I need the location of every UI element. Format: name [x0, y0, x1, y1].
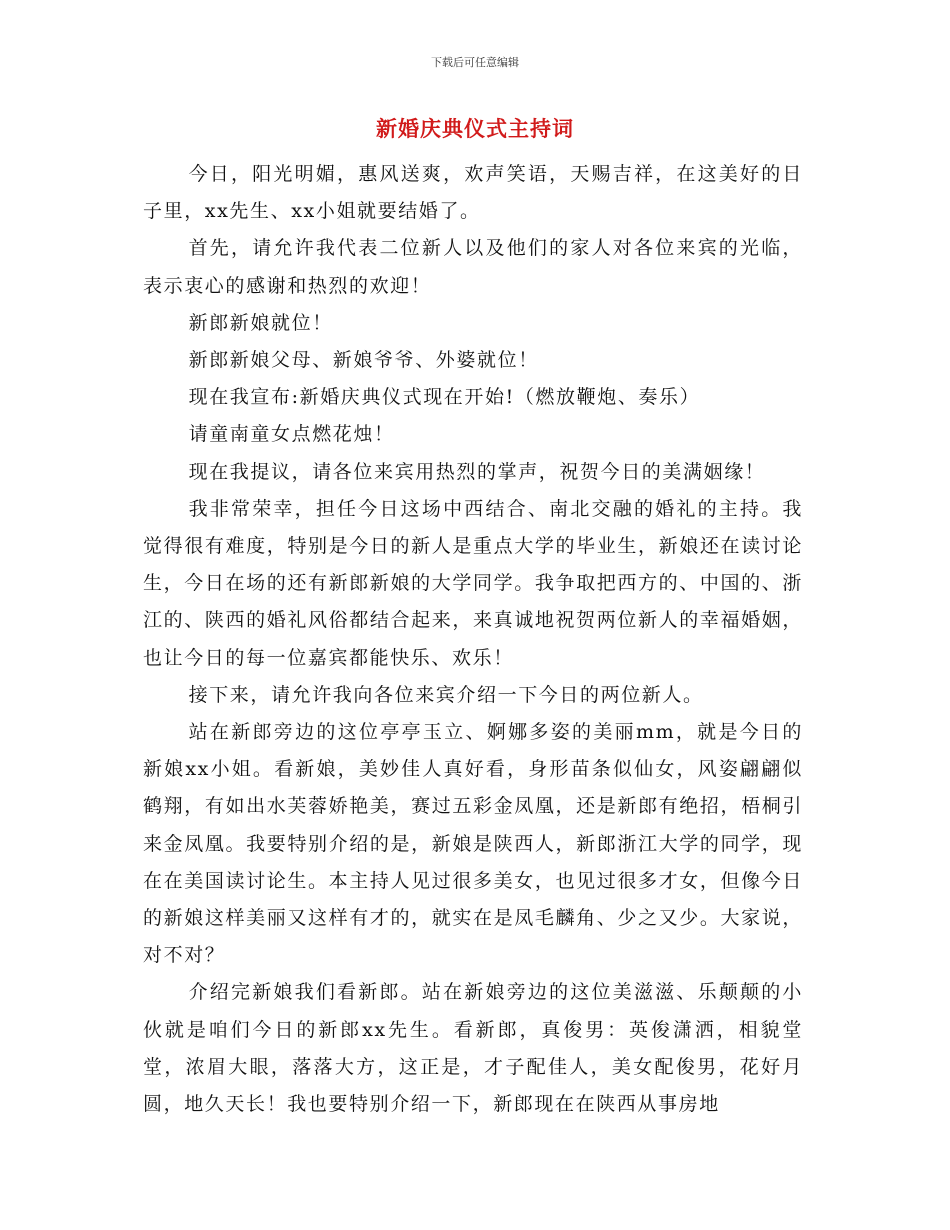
- paragraph: 新郎新娘父母、新娘爷爷、外婆就位！: [188, 349, 539, 372]
- paragraph: 站在新郎旁边的这位亭亭玉立、婀娜多姿的美丽mm，就是今日的新娘xx小姐。看新娘，美妙佳人真好看，身形苗条似仙女，风姿翩翩似鹤翔，有如出水芙蓉娇艳美，赛过五彩金凤凰，还是新郎有绝招，梧桐引来金凤凰。我要特别介绍的是，新娘是陕西人，新郎浙江大学的同学，现在在美国读讨论生。本主持人见过很多美女，也见过很多才女，但像今日的新娘这样美丽又这样有才的，就实在是凤毛麟角、少之又少。大家说，对不对？: [143, 721, 803, 967]
- paragraph: 现在我提议，请各位来宾用热烈的掌声，祝贺今日的美满姻缘！: [188, 460, 766, 483]
- paragraph: 首先，请允许我代表二位新人以及他们的家人对各位来宾的光临，表示衷心的感谢和热烈的欢迎！: [143, 237, 803, 297]
- paragraph: 介绍完新娘我们看新郎。站在新娘旁边的这位美滋滋、乐颠颠的小伙就是咱们今日的新郎xx先生。看新郎，真俊男：英俊潇洒，相貌堂堂，浓眉大眼，落落大方，这正是，才子配佳人，美女配俊男，花好月圆，地久天长！我也要特别介绍一下，新郎现在在陕西从事房地: [143, 981, 803, 1116]
- document-title: 新婚庆典仪式主持词: [376, 116, 574, 141]
- header-note: 下载后可任意编辑: [431, 56, 519, 69]
- paragraph: 接下来，请允许我向各位来宾介绍一下今日的两位新人。: [188, 683, 704, 706]
- paragraph: 我非常荣幸，担任今日这场中西结合、南北交融的婚礼的主持。我觉得很有难度，特别是今日的新人是重点大学的毕业生，新娘还在读讨论生，今日在场的还有新郎新娘的大学同学。我争取把西方的、中国的、浙江的、陕西的婚礼风俗都结合起来，来真诚地祝贺两位新人的幸福婚姻，也让今日的每一位嘉宾都能快乐、欢乐！: [143, 497, 803, 669]
- paragraph: 今日，阳光明媚，惠风送爽，欢声笑语，天赐吉祥，在这美好的日子里，xx先生、xx小姐就要结婚了。: [143, 163, 803, 223]
- paragraph: 请童南童女点燃花烛！: [188, 423, 395, 446]
- paragraph: 现在我宣布:新婚庆典仪式现在开始!（燃放鞭炮、奏乐）: [188, 386, 701, 409]
- paragraph: 新郎新娘就位！: [188, 311, 333, 334]
- document-body: [143, 156, 803, 1123]
